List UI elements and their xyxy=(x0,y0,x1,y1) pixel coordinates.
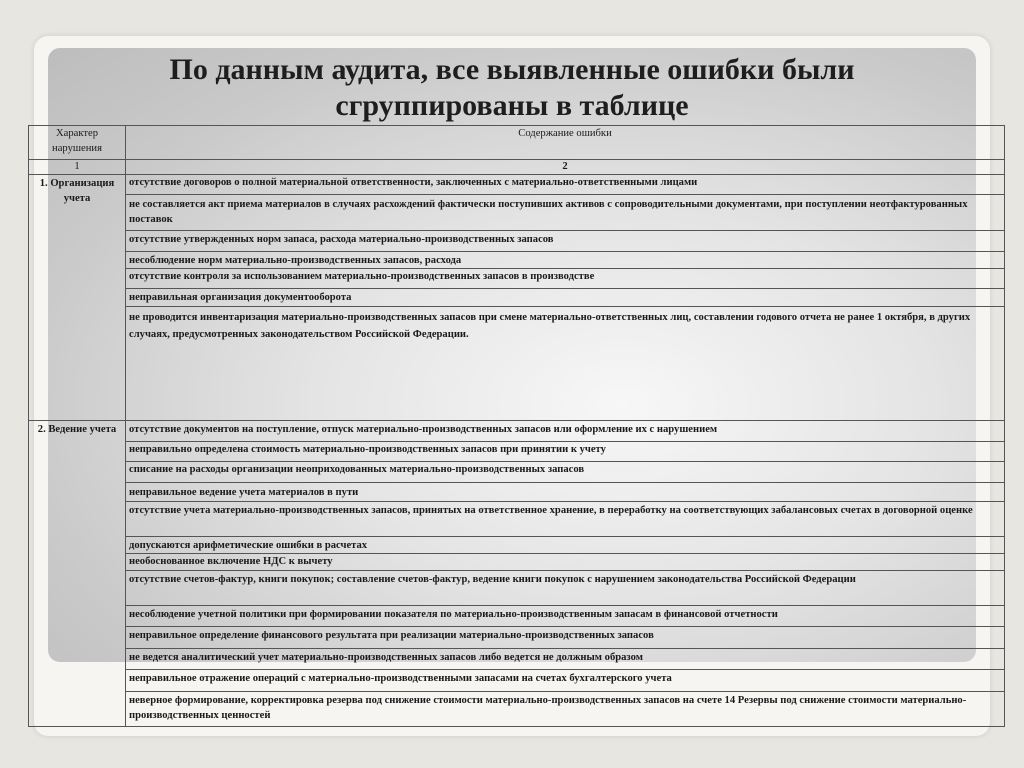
table-row xyxy=(29,269,1005,289)
error-item: несоблюдение учетной политики при формировании показателя по материально-производственным запасам в финансовой отчетности xyxy=(126,606,1005,627)
errors-table xyxy=(28,125,1005,727)
error-item: допускаются арифметические ошибки в расчетах xyxy=(126,537,1005,554)
table-row xyxy=(29,537,1005,554)
category-cell: 2. Ведение учета xyxy=(29,421,126,727)
table-row xyxy=(29,442,1005,462)
table-row xyxy=(29,606,1005,627)
table-row xyxy=(29,502,1005,537)
error-item: не составляется акт приема материалов в случаях расхождений фактически поступивших активов с сопроводительными документами, при поступлении неотфактурованных поставок xyxy=(126,195,1005,231)
table-row xyxy=(29,289,1005,307)
error-item: отсутствие документов на поступление, отпуск материально-производственных запасов или оформление их с нарушением xyxy=(126,421,1005,442)
table-row xyxy=(29,571,1005,606)
error-item: неправильное отражение операций с материально-производственными запасами на счетах бухгалтерского учета xyxy=(126,670,1005,692)
table-header-row xyxy=(29,126,1005,160)
table-row xyxy=(29,483,1005,502)
table-row xyxy=(29,252,1005,269)
header-error-content: Содержание ошибки xyxy=(126,126,1005,160)
error-item: неправильное определение финансового результата при реализации материально-производственных запасов xyxy=(126,627,1005,649)
error-item: не проводится инвентаризация материально-производственных запасов при смене материально-ответственных лиц, составлении годового отчета не ранее 1 октября, в других случаях, предусмотренных законодательством Российской Федерации. xyxy=(126,307,1005,421)
table-row xyxy=(29,627,1005,649)
header-violation-type: Характер нарушения xyxy=(29,126,126,160)
error-item: неправильная организация документооборота xyxy=(126,289,1005,307)
error-item: неправильно определена стоимость материально-производственных запасов при принятии к учету xyxy=(126,442,1005,462)
error-item: неверное формирование, корректировка резерва под снижение стоимости материально-производственных запасов на счете 14 Резервы под снижение стоимости материально-производственных ценностей xyxy=(126,692,1005,727)
error-item: отсутствие утвержденных норм запаса, расхода материально-производственных запасов xyxy=(126,231,1005,252)
error-item: отсутствие договоров о полной материальной ответственности, заключенных с материально-ответственными лицами xyxy=(126,175,1005,195)
table-number-row xyxy=(29,160,1005,175)
table-row xyxy=(29,175,1005,195)
category-cell: 1. Организация учета xyxy=(29,175,126,421)
error-item: не ведется аналитический учет материально-производственных запасов либо ведется не должным образом xyxy=(126,649,1005,670)
table-row xyxy=(29,307,1005,421)
slide-title xyxy=(48,52,976,124)
table-row xyxy=(29,670,1005,692)
table-row xyxy=(29,231,1005,252)
error-item: отсутствие учета материально-производственных запасов, принятых на ответственное хранение, в переработку на соответствующих забалансовых счетах в договорной оценке xyxy=(126,502,1005,537)
table-row xyxy=(29,692,1005,727)
table-row xyxy=(29,554,1005,571)
column-number-1: 1 xyxy=(29,160,126,175)
table-row xyxy=(29,421,1005,442)
column-number-2: 2 xyxy=(126,160,1005,175)
slide-title-line-2: сгруппированы в таблице xyxy=(335,89,689,122)
error-item: необоснованное включение НДС к вычету xyxy=(126,554,1005,571)
error-item: несоблюдение норм материально-производственных запасов, расхода xyxy=(126,252,1005,269)
error-item: неправильное ведение учета материалов в пути xyxy=(126,483,1005,502)
error-item: отсутствие счетов-фактур, книги покупок; составление счетов-фактур, ведение книги покупок с нарушением законодательства Российской Федерации xyxy=(126,571,1005,606)
table-row xyxy=(29,462,1005,483)
table-row xyxy=(29,195,1005,231)
slide-title-line-1: По данным аудита, все выявленные ошибки были xyxy=(169,53,855,86)
error-item: отсутствие контроля за использованием материально-производственных запасов в производстве xyxy=(126,269,1005,289)
table-row xyxy=(29,649,1005,670)
error-item: списание на расходы организации неоприходованных материально-производственных запасов xyxy=(126,462,1005,483)
